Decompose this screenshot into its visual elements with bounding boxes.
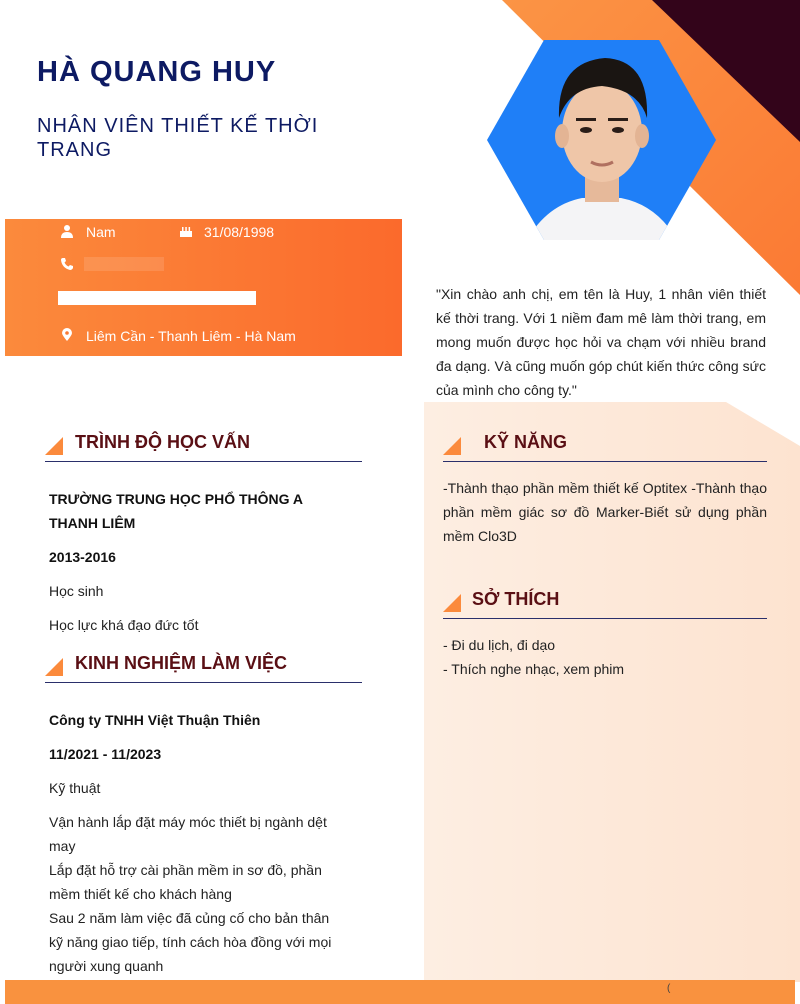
hobby-item-2: - Thích nghe nhạc, xem phim: [443, 661, 625, 677]
address-value: Liêm Cần - Thanh Liêm - Hà Nam: [86, 328, 296, 344]
phone-icon: [60, 257, 74, 271]
gender-value: Nam: [86, 224, 116, 240]
job-title: NHÂN VIÊN THIẾT KẾ THỜI TRANG: [37, 115, 319, 161]
cake-icon: [179, 224, 193, 238]
footer-band: [5, 980, 795, 1004]
profile-photo: [487, 40, 716, 240]
birthday-value: 31/08/1998: [204, 224, 275, 240]
triangle-icon: [443, 594, 461, 612]
hobbies-title: SỞ THÍCH: [472, 589, 560, 609]
skills-text: -Thành thạo phần mềm thiết kế Optitex -Thành thạo phần mềm giác sơ đồ Marker-Biết sử dụng phần mềm Clo3D: [443, 480, 767, 544]
hobbies-section-header: [443, 584, 767, 619]
intro-text: "Xin chào anh chị, em tên là Huy, 1 nhân viên thiết kế thời trang. Với 1 niềm đam mê làm thời trang, em mong muốn được học hỏi va chạm với nhiều brand đa dạng. Và cũng muốn góp chút kiến thức công sức của mình cho công ty.": [436, 286, 766, 398]
skills-title: KỸ NĂNG: [484, 432, 568, 452]
education-section-header: [45, 427, 362, 462]
hobby-item-1: - Đi du lịch, đi dạo: [443, 637, 556, 653]
education-role: Học sinh: [49, 583, 104, 599]
experience-role: Kỹ thuật: [49, 780, 101, 796]
email-redacted: [58, 291, 256, 305]
triangle-icon: [45, 658, 63, 676]
experience-desc-2: Lắp đặt hỗ trợ cài phần mềm in sơ đồ, phần mềm thiết kế cho khách hàng: [49, 862, 322, 902]
experience-period: 11/2021 - 11/2023: [49, 746, 162, 762]
experience-desc-1: Vận hành lắp đặt máy móc thiết bị ngành dệt may: [49, 814, 327, 854]
education-school: TRƯỜNG TRUNG HỌC PHỔ THÔNG A THANH LIÊM: [49, 491, 303, 531]
triangle-icon: [45, 437, 63, 455]
education-period: 2013-2016: [49, 549, 116, 565]
experience-title: KINH NGHIỆM LÀM VIỆC: [75, 653, 288, 673]
experience-desc-3: Sau 2 năm làm việc đã củng cố cho bản thân kỹ năng giao tiếp, tính cách hòa đồng với mọi người xung quanh: [49, 910, 332, 974]
experience-section-header: [45, 648, 362, 683]
candidate-name: HÀ QUANG HUY: [37, 56, 277, 88]
phone-redacted: [84, 257, 164, 271]
triangle-icon: [443, 437, 461, 455]
skills-section-header: [443, 427, 767, 462]
footer-mark: (: [667, 983, 671, 994]
contact-info-band: [5, 219, 402, 356]
experience-company: Công ty TNHH Việt Thuận Thiên: [49, 712, 261, 728]
education-title: TRÌNH ĐỘ HỌC VẤN: [75, 432, 250, 452]
education-note: Học lực khá đạo đức tốt: [49, 617, 199, 633]
map-pin-icon: [60, 328, 74, 342]
user-icon: [60, 224, 74, 238]
